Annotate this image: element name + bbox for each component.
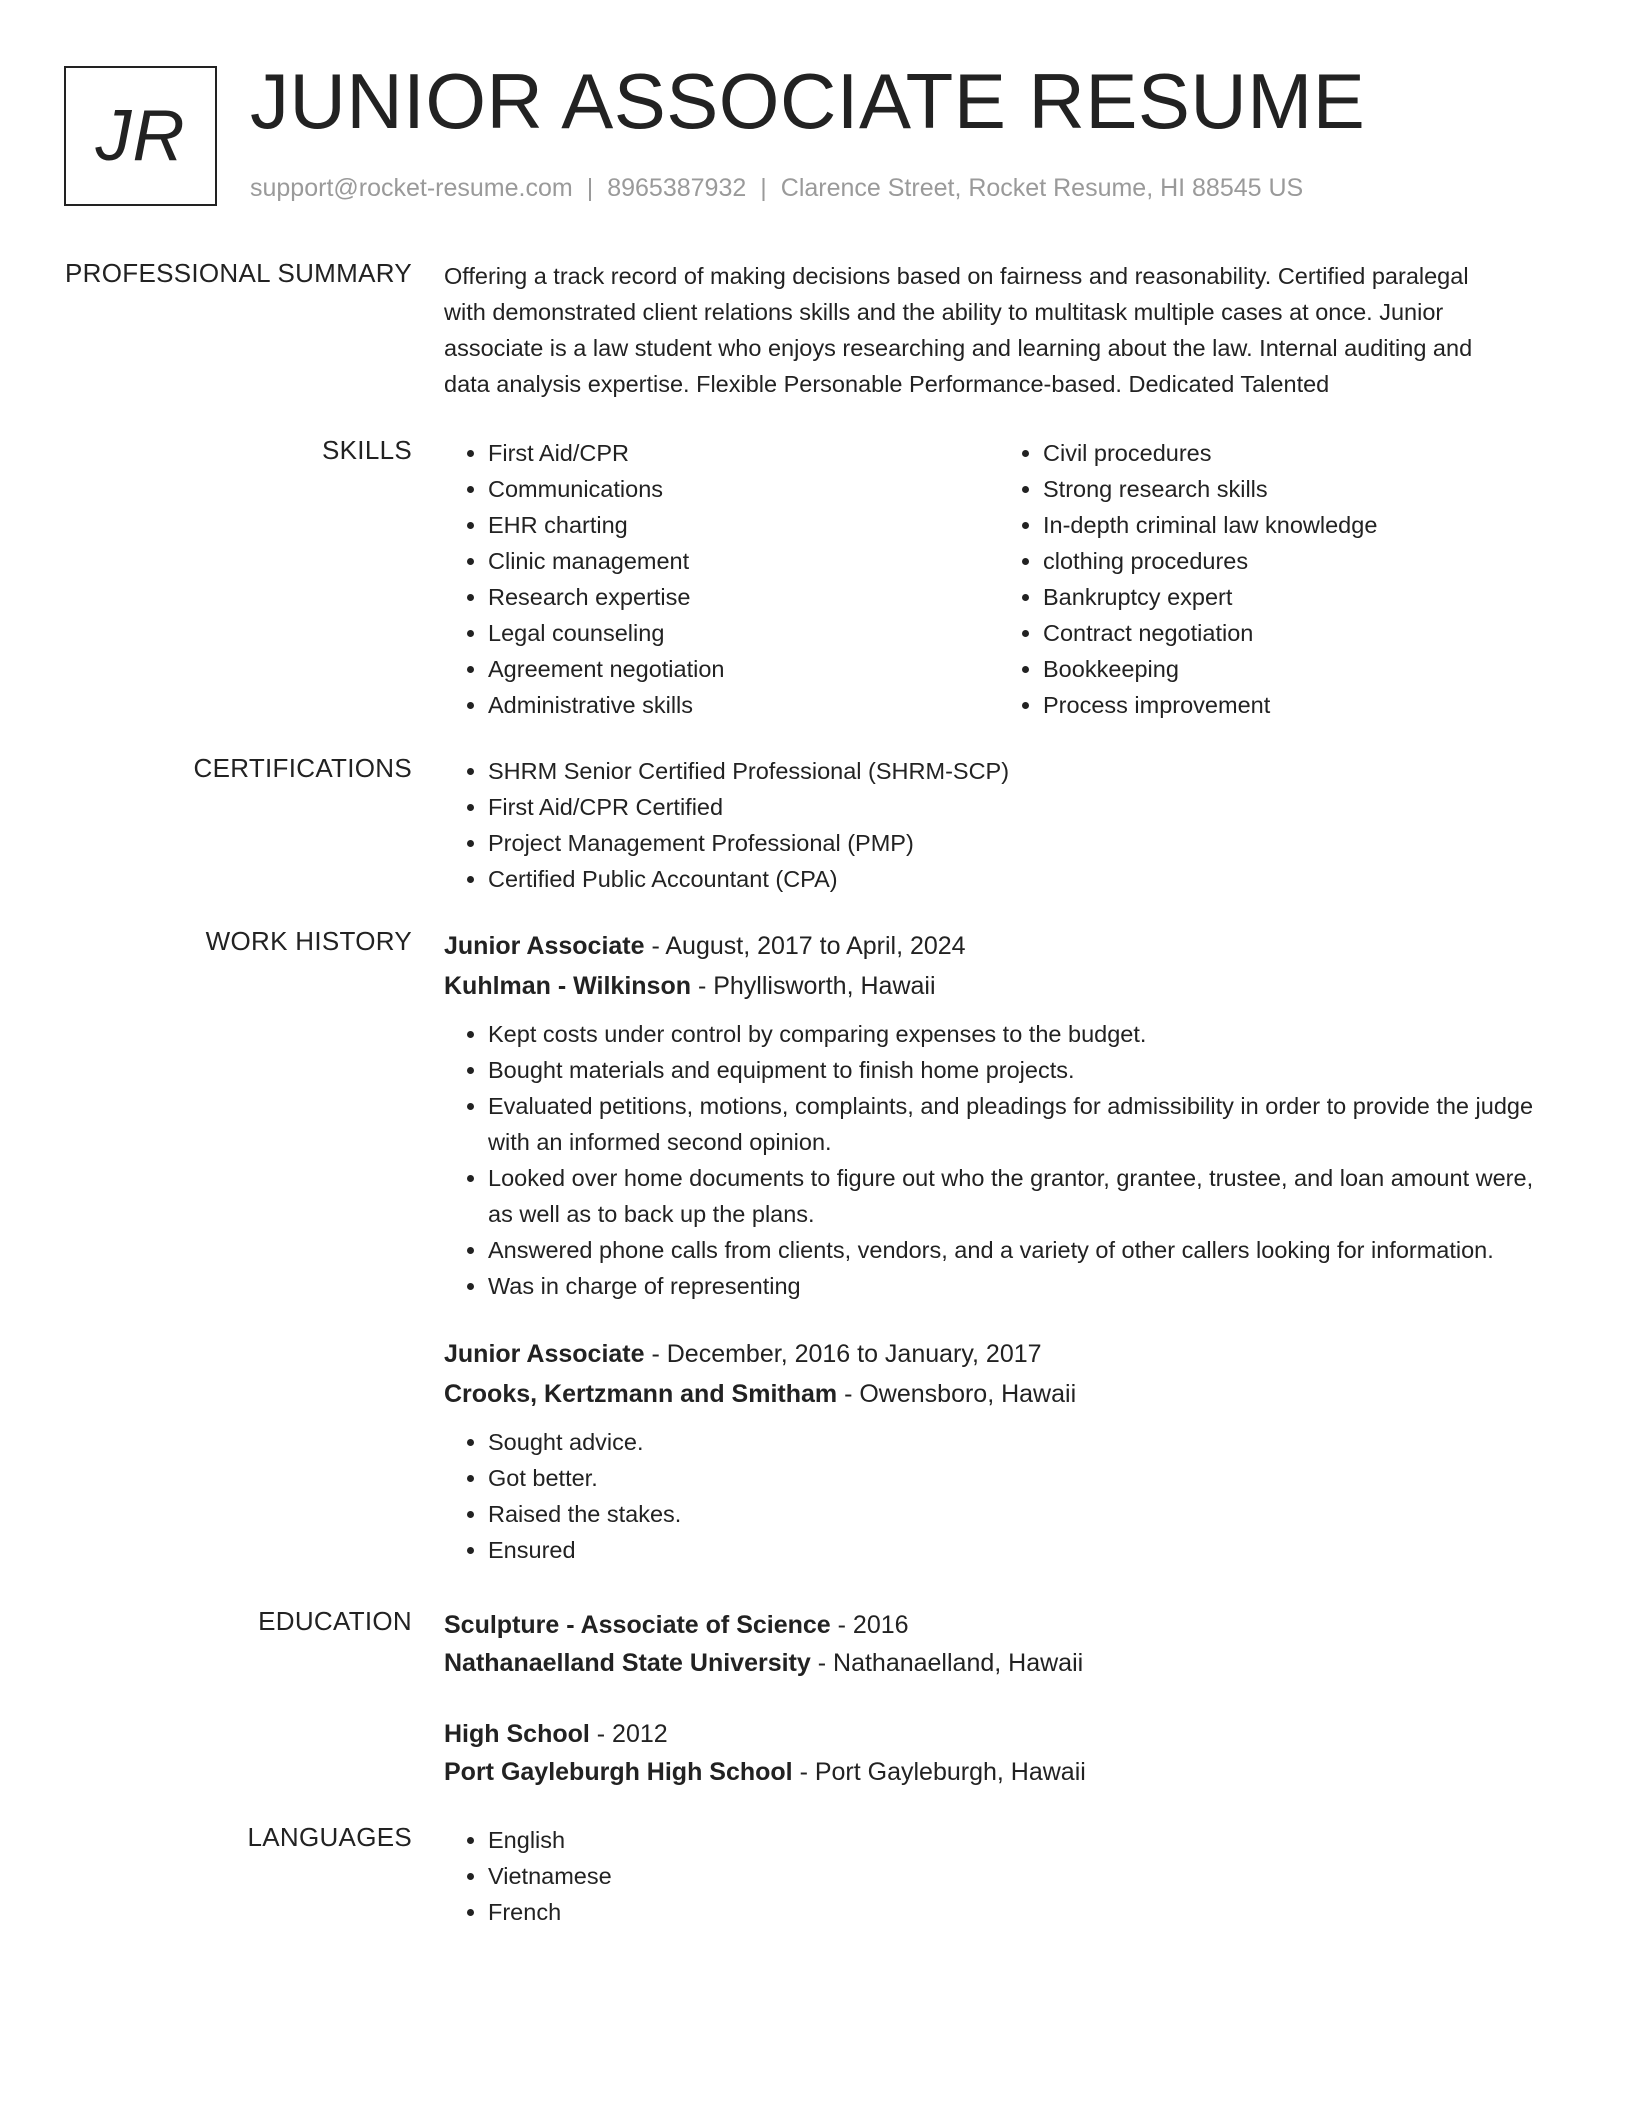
education-year: - 2016 xyxy=(830,1611,909,1639)
job-company: Kuhlman - Wilkinson xyxy=(444,972,691,1000)
section-label-summary: PROFESSIONAL SUMMARY xyxy=(65,258,412,288)
education-degree-line xyxy=(444,1606,1554,1644)
job-company: Crooks, Kertzmann and Smitham xyxy=(444,1380,838,1408)
resume-title: JUNIOR ASSOCIATE RESUME xyxy=(250,57,1366,145)
summary-body xyxy=(444,258,1554,402)
skill-item: • First Aid/CPR xyxy=(488,435,999,471)
summary-line: with demonstrated client relations skills and the ability to multitask multiple cases at once. Junior xyxy=(444,299,1444,325)
education-school-line xyxy=(444,1753,1554,1791)
education-degree: High School xyxy=(444,1720,590,1748)
education-body xyxy=(444,1606,1554,1791)
job-duty-item: • Looked over home documents to figure out who the grantor, grantee, trustee, and loan amount were, as well as to back up the plans. xyxy=(488,1160,1554,1232)
skill-item: • Agreement negotiation xyxy=(488,651,999,687)
summary-line: Offering a track record of making decisions based on fairness and reasonability. Certified paralegal xyxy=(444,263,1469,289)
job-duty-item: • Kept costs under control by comparing expenses to the budget. xyxy=(488,1016,1554,1052)
skill-item: • In-depth criminal law knowledge xyxy=(1043,507,1554,543)
job-duties-list xyxy=(444,1016,1554,1304)
job-duty-item: • Sought advice. xyxy=(488,1424,1554,1460)
job-duty-item: • Got better. xyxy=(488,1460,1554,1496)
skill-item: • Bookkeeping xyxy=(1043,651,1554,687)
monogram-box xyxy=(64,66,217,206)
job-location: - Phyllisworth, Hawaii xyxy=(691,972,936,1000)
language-item: • Vietnamese xyxy=(488,1858,1554,1894)
languages-body xyxy=(444,1822,1554,1930)
job-duty-item: • Raised the stakes. xyxy=(488,1496,1554,1532)
job-duty-item: • Evaluated petitions, motions, complaints, and pleadings for admissibility in order to provide the judge with an informed second opinion. xyxy=(488,1088,1554,1160)
certifications-body xyxy=(444,753,1554,897)
skill-item: • EHR charting xyxy=(488,507,999,543)
job-entry xyxy=(444,926,1554,1304)
job-duties-list xyxy=(444,1424,1554,1568)
contact-separator: | xyxy=(586,174,594,202)
section-label-work-history: WORK HISTORY xyxy=(205,926,412,956)
skill-item: • Clinic management xyxy=(488,543,999,579)
skill-item: • Research expertise xyxy=(488,579,999,615)
languages-list xyxy=(444,1822,1554,1930)
education-school: Port Gayleburgh High School xyxy=(444,1758,793,1786)
skill-item: • Contract negotiation xyxy=(1043,615,1554,651)
skill-item: • Legal counseling xyxy=(488,615,999,651)
education-location: - Port Gayleburgh, Hawaii xyxy=(792,1758,1086,1786)
job-company-line xyxy=(444,966,1554,1006)
job-duty-item: • Answered phone calls from clients, vendors, and a variety of other callers looking for information. xyxy=(488,1232,1554,1268)
education-school: Nathanaelland State University xyxy=(444,1649,811,1677)
certification-item: • Project Management Professional (PMP) xyxy=(488,825,1554,861)
language-item: • French xyxy=(488,1894,1554,1930)
contact-separator: | xyxy=(760,174,767,202)
education-entry xyxy=(444,1715,1554,1791)
job-title-line xyxy=(444,926,1554,966)
section-label-skills: SKILLS xyxy=(322,435,412,465)
job-location: - Owensboro, Hawaii xyxy=(837,1380,1077,1408)
summary-line: data analysis expertise. Flexible Personable Performance-based. Dedicated Talented xyxy=(444,371,1330,397)
section-label-languages: LANGUAGES xyxy=(247,1822,412,1852)
job-title: Junior Associate xyxy=(444,932,645,960)
job-duty-item: • Was in charge of representing xyxy=(488,1268,1554,1304)
certification-item: • SHRM Senior Certified Professional (SHRM-SCP) xyxy=(488,753,1554,789)
job-title-line xyxy=(444,1334,1554,1374)
job-duty-item: • Ensured xyxy=(488,1532,1554,1568)
language-item: • English xyxy=(488,1822,1554,1858)
job-dates: - December, 2016 to January, 2017 xyxy=(644,1340,1042,1368)
contact-address: Clarence Street, Rocket Resume, HI 88545 US xyxy=(780,174,1304,202)
monogram-initials: JR xyxy=(95,96,186,176)
certifications-list xyxy=(444,753,1554,897)
skills-list-right xyxy=(999,435,1554,723)
contact-email[interactable]: support@rocket-resume.com xyxy=(250,174,573,202)
section-label-certifications: CERTIFICATIONS xyxy=(193,753,412,783)
education-degree-line xyxy=(444,1715,1554,1753)
skill-item: • Civil procedures xyxy=(1043,435,1554,471)
summary-line: associate is a law student who enjoys researching and learning about the law. Internal auditing and xyxy=(444,335,1473,361)
contact-phone[interactable]: 8965387932 xyxy=(607,174,747,202)
certification-item: • Certified Public Accountant (CPA) xyxy=(488,861,1554,897)
certification-item: • First Aid/CPR Certified xyxy=(488,789,1554,825)
skills-body xyxy=(444,435,1554,723)
education-year: - 2012 xyxy=(589,1720,668,1748)
job-title: Junior Associate xyxy=(444,1340,645,1368)
job-entry xyxy=(444,1334,1554,1568)
job-duty-item: • Bought materials and equipment to finish home projects. xyxy=(488,1052,1554,1088)
work-history-body xyxy=(444,926,1554,1568)
education-entry xyxy=(444,1606,1554,1682)
skill-item: • Process improvement xyxy=(1043,687,1554,723)
skills-list-left xyxy=(444,435,999,723)
education-degree: Sculpture - Associate of Science xyxy=(444,1611,831,1639)
job-company-line xyxy=(444,1374,1554,1414)
skill-item: • Administrative skills xyxy=(488,687,999,723)
education-school-line xyxy=(444,1644,1554,1682)
skill-item: • Bankruptcy expert xyxy=(1043,579,1554,615)
skill-item: • clothing procedures xyxy=(1043,543,1554,579)
job-dates: - August, 2017 to April, 2024 xyxy=(644,932,966,960)
education-location: - Nathanaelland, Hawaii xyxy=(810,1649,1084,1677)
section-label-education: EDUCATION xyxy=(258,1606,412,1636)
contact-line xyxy=(250,174,1303,203)
skill-item: • Strong research skills xyxy=(1043,471,1554,507)
skill-item: • Communications xyxy=(488,471,999,507)
